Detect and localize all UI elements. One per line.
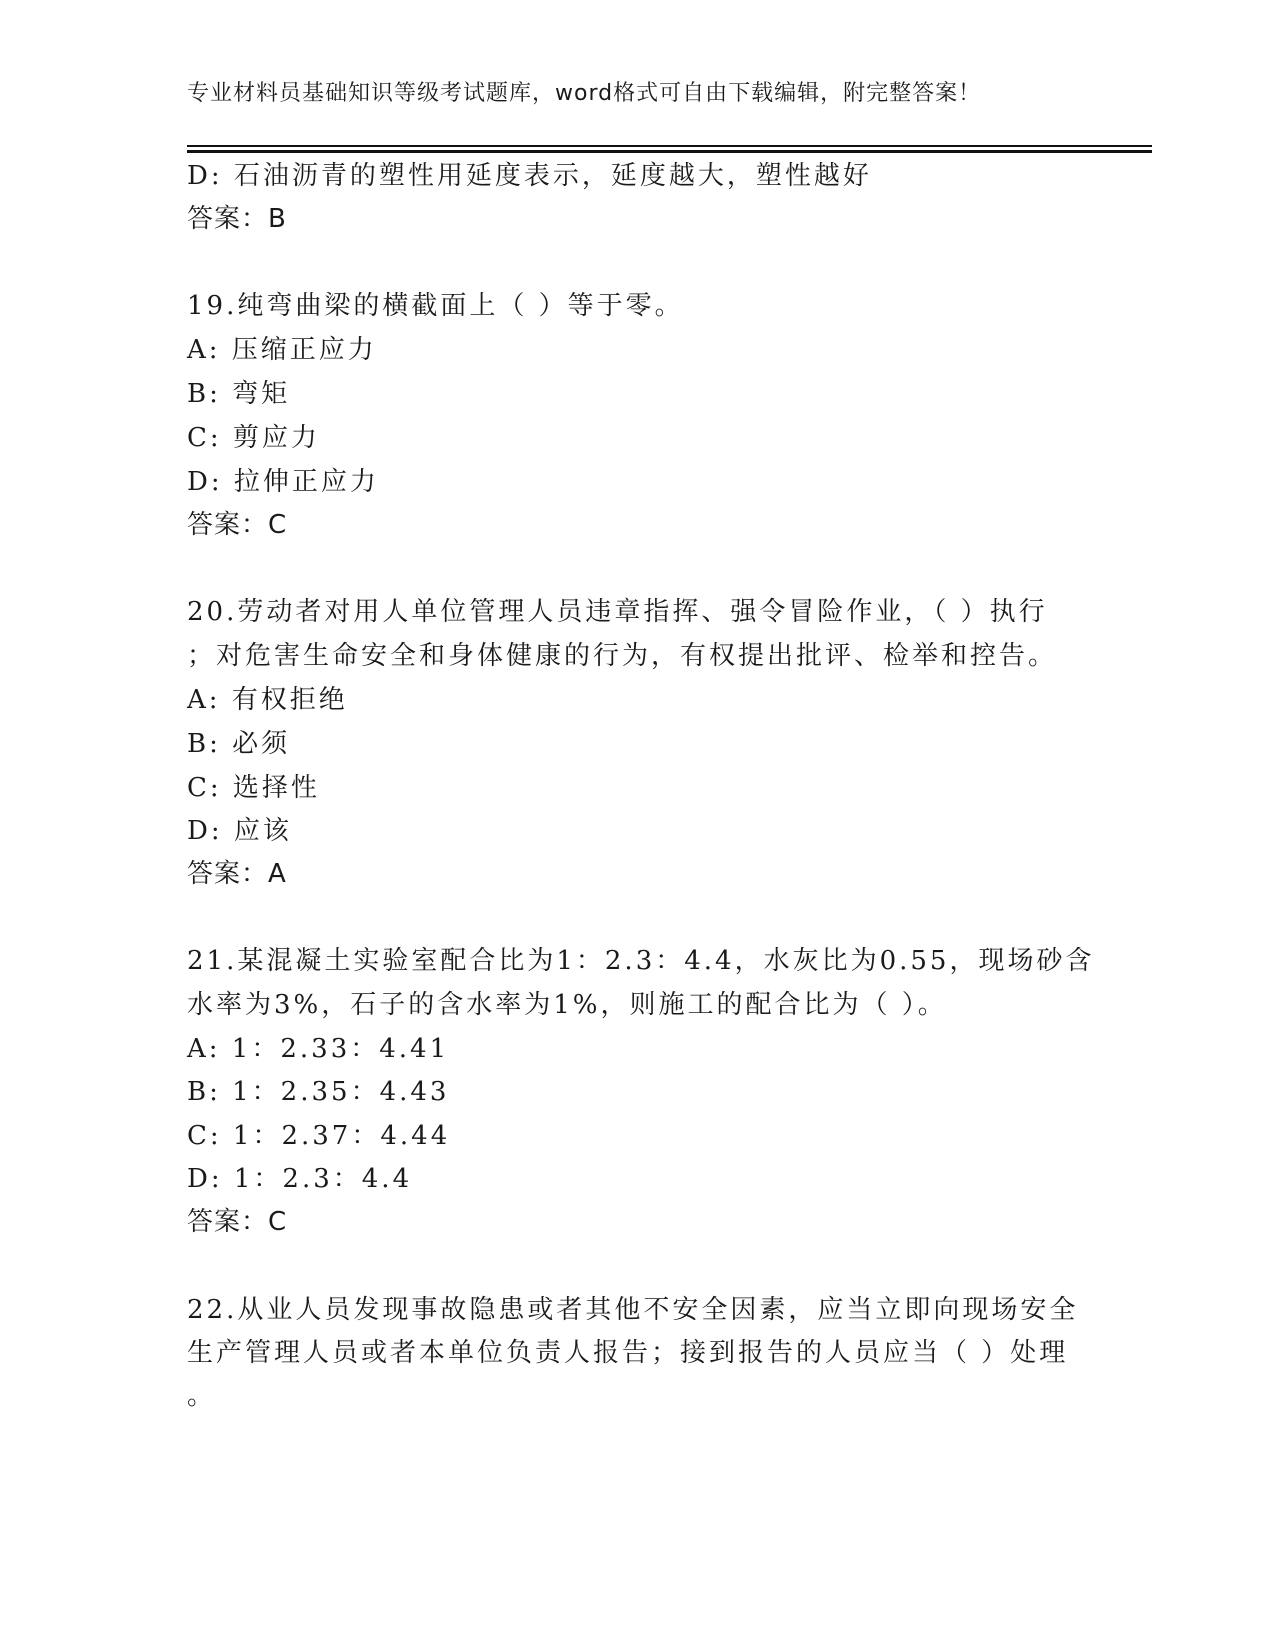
header-rule-thin	[187, 145, 1152, 147]
q21-stem-2: 水率为3%，石子的含水率为1%，则施工的配合比为（ ）。	[187, 990, 947, 1020]
q21-option-d: D: 1：2.3：4.4	[187, 1164, 413, 1194]
q19-option-b: B: 弯矩	[187, 379, 291, 409]
q19-stem: 19.纯弯曲梁的横截面上（ ）等于零。	[187, 291, 684, 321]
q18-option-d: D: 石油沥青的塑性用延度表示，延度越大，塑性越好	[187, 161, 872, 191]
q19-option-c: C: 剪应力	[187, 423, 320, 453]
q21-option-c: C: 1：2.37：4.44	[187, 1121, 451, 1151]
q21-option-a: A: 1：2.33：4.41	[187, 1034, 450, 1064]
q20-option-c: C: 选择性	[187, 773, 320, 803]
q19-option-a: A: 压缩正应力	[187, 335, 377, 365]
q22-stem-3: 。	[187, 1381, 217, 1411]
q22-stem-2: 生产管理人员或者本单位负责人报告；接到报告的人员应当（ ）处理	[187, 1338, 1069, 1368]
q21-answer: 答案：C	[187, 1207, 288, 1237]
q20-option-a: A: 有权拒绝	[187, 685, 348, 715]
q20-answer: 答案：A	[187, 859, 287, 889]
q22-stem-1: 22.从业人员发现事故隐患或者其他不安全因素，应当立即向现场安全	[187, 1295, 1079, 1325]
q19-option-d: D: 拉伸正应力	[187, 467, 379, 497]
q20-option-b: B: 必须	[187, 729, 291, 759]
header-rule-thick	[187, 150, 1152, 153]
q21-option-b: B: 1：2.35：4.43	[187, 1077, 450, 1107]
q20-option-d: D: 应该	[187, 816, 292, 846]
page-header: 专业材料员基础知识等级考试题库，word格式可自由下载编辑，附完整答案！	[187, 81, 982, 106]
q20-stem-2: ；对危害生命安全和身体健康的行为，有权提出批评、检举和控告。	[187, 641, 1058, 671]
q19-answer: 答案：C	[187, 510, 288, 540]
q20-stem-1: 20.劳动者对用人单位管理人员违章指挥、强令冒险作业，（ ）执行	[187, 597, 1048, 627]
q18-answer: 答案：B	[187, 204, 287, 234]
q21-stem-1: 21.某混凝土实验室配合比为1：2.3：4.4，水灰比为0.55，现场砂含	[187, 946, 1095, 976]
